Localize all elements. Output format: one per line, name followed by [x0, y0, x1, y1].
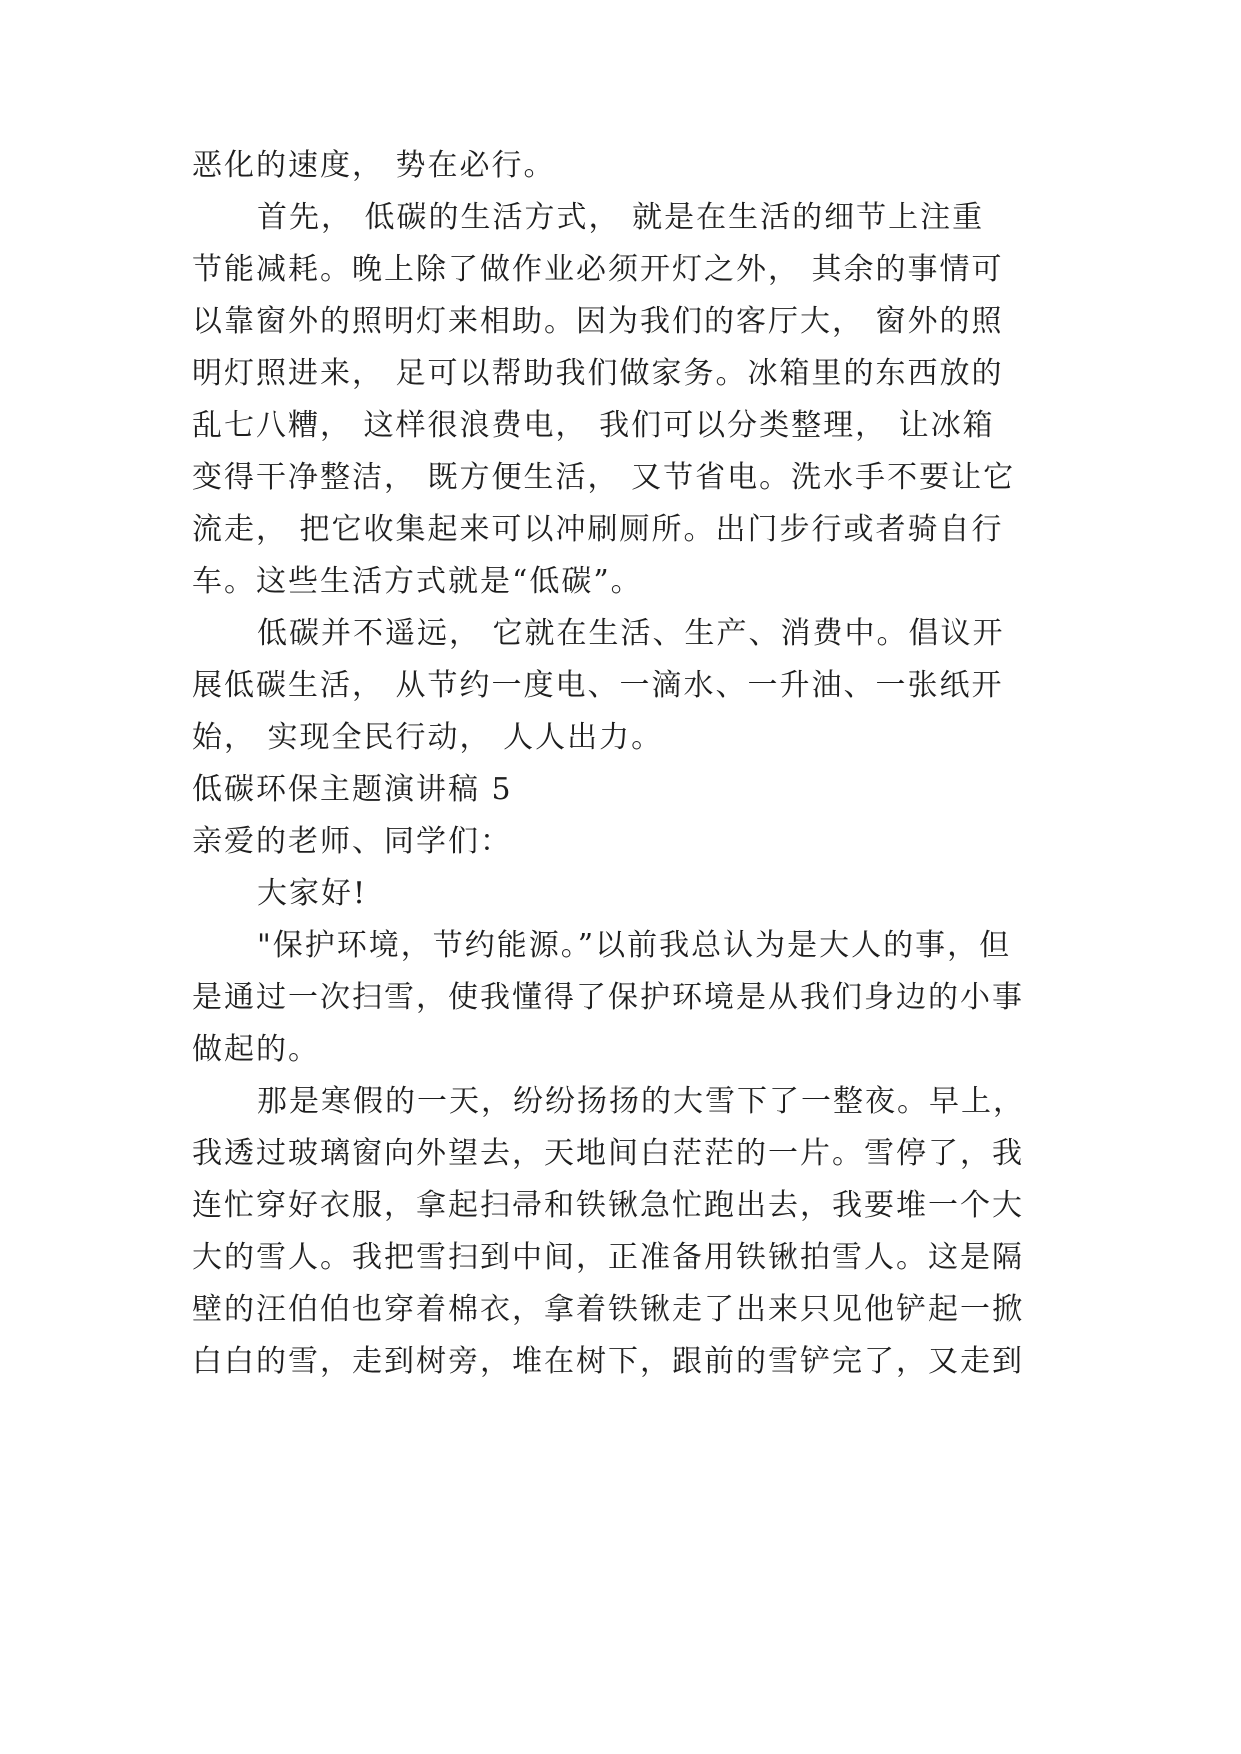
- section-heading: 低碳环保主题演讲稿 5: [192, 772, 513, 807]
- text-line: 我透过玻璃窗向外望去，天地间白茫茫的一片。雪停了，我: [192, 1136, 1024, 1171]
- text-line: 连忙穿好衣服，拿起扫帚和铁锹急忙跑出去，我要堆一个大: [192, 1188, 1024, 1223]
- text-line: 恶化的速度， 势在必行。: [192, 148, 556, 183]
- text-line: 大的雪人。我把雪扫到中间，正准备用铁锹拍雪人。这是隔: [192, 1240, 1024, 1275]
- text-line: 那是寒假的一天，纷纷扬扬的大雪下了一整夜。早上，: [257, 1084, 1025, 1119]
- text-line: 明灯照进来， 足可以帮助我们做家务。冰箱里的东西放的: [192, 356, 1004, 391]
- text-line: 始， 实现全民行动， 人人出力。: [192, 720, 664, 755]
- text-line: 白白的雪，走到树旁，堆在树下，跟前的雪铲完了，又走到: [192, 1344, 1024, 1379]
- text-line: "保护环境，节约能源。”以前我总认为是大人的事，但: [257, 928, 1012, 963]
- salutation: 亲爱的老师、同学们：: [192, 824, 512, 859]
- text-line: 壁的汪伯伯也穿着棉衣，拿着铁锹走了出来只见他铲起一掀: [192, 1292, 1024, 1327]
- greeting: 大家好!: [257, 876, 368, 911]
- text-line: 车。这些生活方式就是“低碳”。: [192, 564, 643, 599]
- text-line: 节能减耗。晚上除了做作业必须开灯之外， 其余的事情可: [192, 252, 1004, 287]
- text-line: 变得干净整洁， 既方便生活， 又节省电。洗水手不要让它: [192, 460, 1016, 495]
- text-line: 低碳并不遥远， 它就在生活、生产、消费中。倡议开: [257, 616, 1005, 651]
- text-line: 做起的。: [192, 1032, 320, 1067]
- text-line: 流走， 把它收集起来可以冲刷厕所。出门步行或者骑自行: [192, 512, 1004, 547]
- text-line: 乱七八糟， 这样很浪费电， 我们可以分类整理， 让冰箱: [192, 408, 995, 443]
- text-line: 首先， 低碳的生活方式， 就是在生活的细节上注重: [257, 200, 985, 235]
- text-line: 展低碳生活， 从节约一度电、一滴水、一升油、一张纸开: [192, 668, 1004, 703]
- text-line: 是通过一次扫雪，使我懂得了保护环境是从我们身边的小事: [192, 980, 1024, 1015]
- text-line: 以靠窗外的照明灯来相助。因为我们的客厅大， 窗外的照: [192, 304, 1004, 339]
